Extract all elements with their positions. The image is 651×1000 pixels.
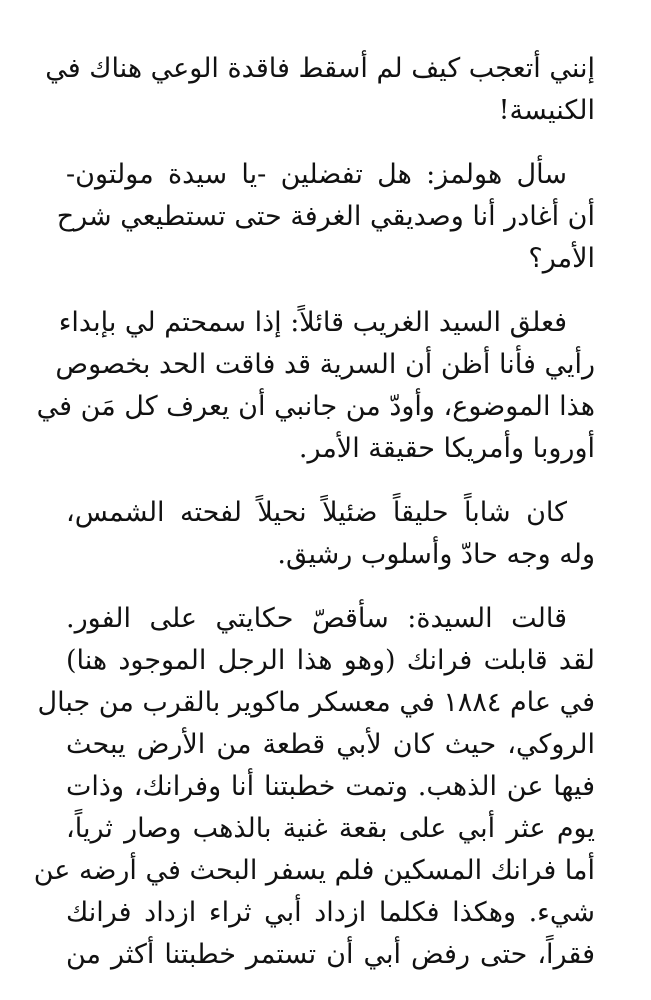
text-line: فقراً، حتى رفض أبي أن تستمر خطبتنا أكثر من <box>66 939 595 970</box>
text-line: الأمر؟ <box>528 243 595 274</box>
text-line: أما فرانك المسكين فلم يسفر البحث في أرضه عن <box>33 855 595 886</box>
paragraph-2 <box>56 154 595 280</box>
text-line: الروكي، حيث كان لأبي قطعة من الأرض يبحث <box>66 729 595 760</box>
paragraph-3 <box>36 302 595 470</box>
text-line: قالت السيدة: سأقصّ حكايتي على الفور. <box>66 603 567 634</box>
text-line: لقد قابلت فرانك (وهو هذا الرجل الموجود هنا) <box>66 645 595 676</box>
text-line: فعلق السيد الغريب قائلاً: إذا سمحتم لي بإبداء <box>58 307 567 338</box>
text-line: كان شاباً حليقاً ضئيلاً نحيلاً لفحته الشمس، <box>66 497 567 528</box>
text-line: وله وجه حادّ وأسلوب رشيق. <box>277 539 595 570</box>
text-line: إنني أتعجب كيف لم أسقط فاقدة الوعي هناك في <box>45 53 595 84</box>
text-line: الكنيسة! <box>498 95 595 126</box>
paragraph-5 <box>33 598 595 976</box>
text-line: هذا الموضوع، وأودّ من جانبي أن يعرف كل مَن في <box>36 391 595 422</box>
paragraph-4 <box>66 492 595 576</box>
text-line: أن أغادر أنا وصديقي الغرفة حتى تستطيعي شرح <box>56 201 595 232</box>
text-line: في عام ١٨٨٤ في معسكر ماكوير بالقرب من جبال <box>37 687 595 718</box>
text-line: أوروبا وأمريكا حقيقة الأمر. <box>298 433 595 464</box>
text-line: يوم عثر أبي على بقعة غنية بالذهب وصار ثرياً، <box>66 813 595 844</box>
text-line: رأيي فأنا أظن أن السرية قد فاقت الحد بخصوص <box>55 349 595 380</box>
paragraph-1 <box>45 48 595 132</box>
text-line: سأل هولمز: هل تفضلين -يا سيدة مولتون- <box>66 159 567 190</box>
text-line: شيء. وهكذا فكلما ازداد أبي ثراء ازداد فرانك <box>66 897 595 928</box>
text-line: فيها عن الذهب. وتمت خطبتنا أنا وفرانك، وذات <box>66 771 595 802</box>
